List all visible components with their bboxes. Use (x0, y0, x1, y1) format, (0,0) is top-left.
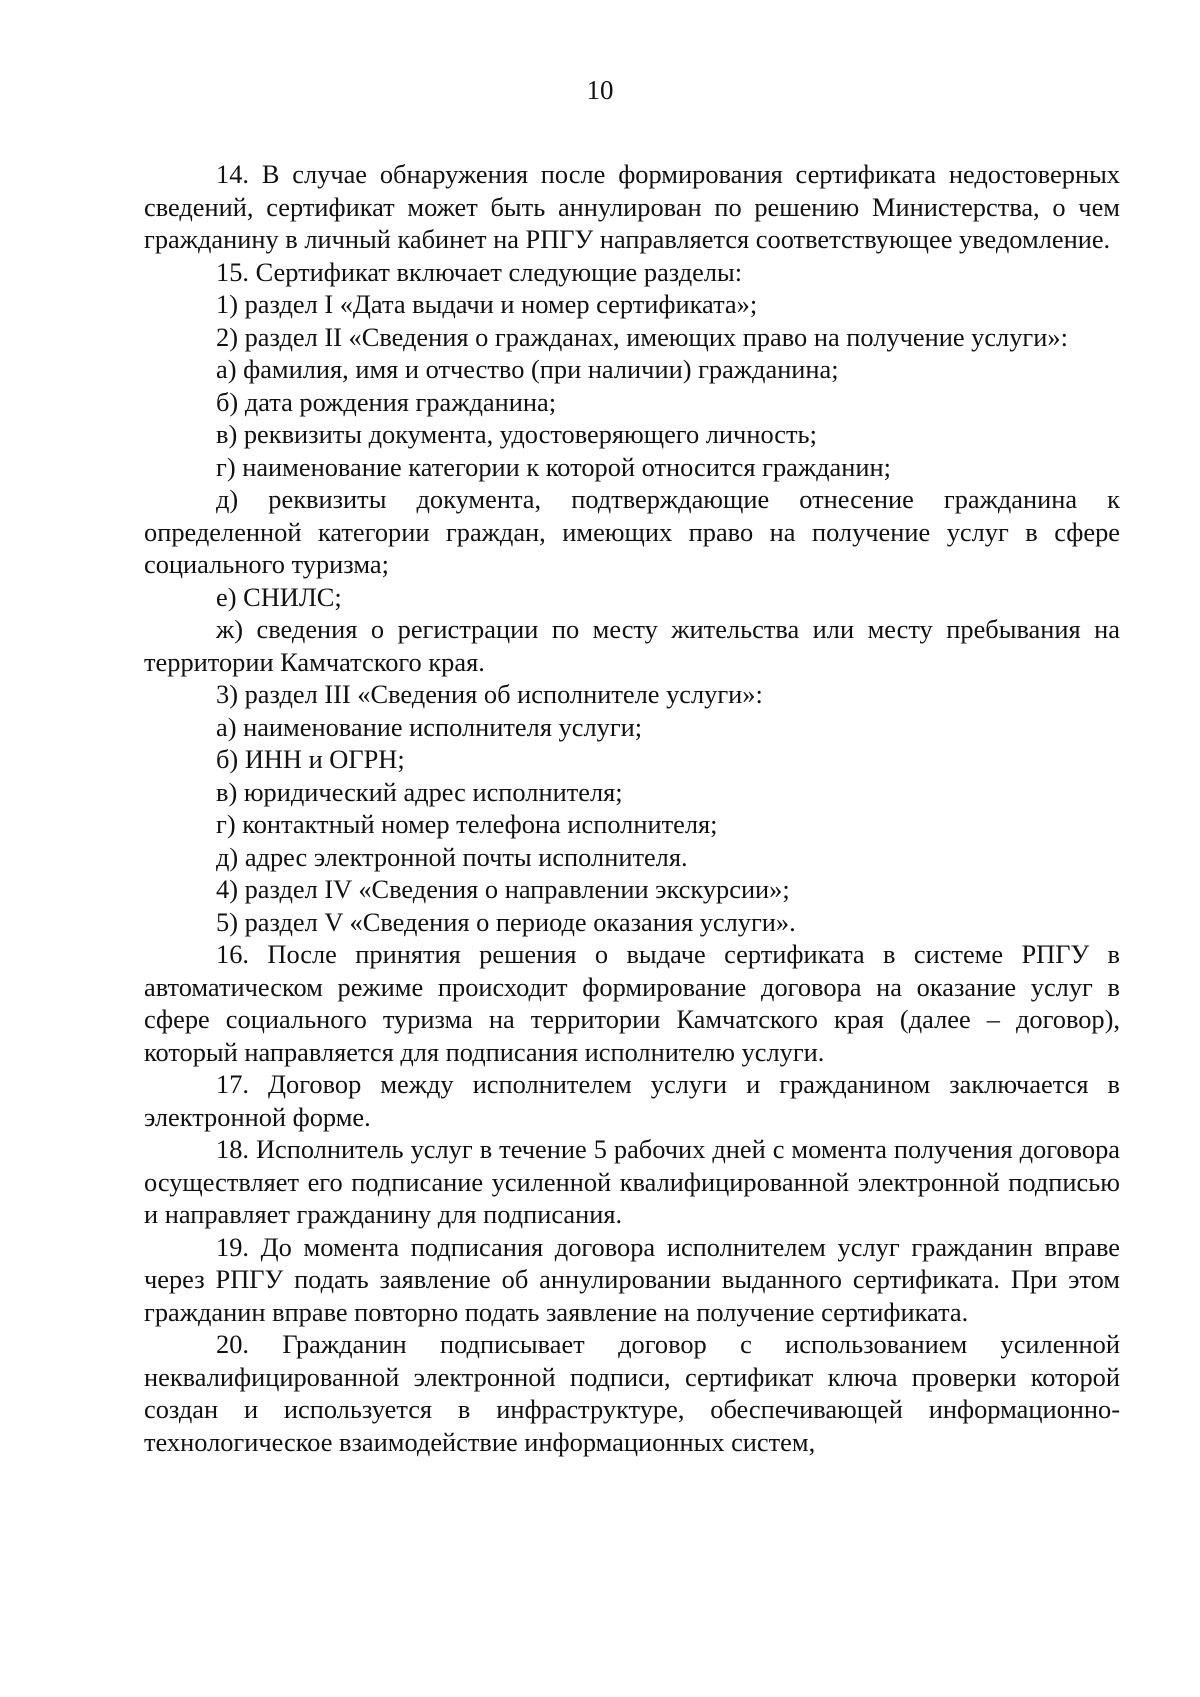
paragraph-16: 16. После принятия решения о выдаче сертификата в системе РПГУ в автоматическом режиме происходит формирование договора на оказание услуг в сфере социального туризма на территории Камчатского края (далее – договор), который направляется для подписания исполнителю услуги. (144, 939, 1120, 1067)
list-item-2e: е) СНИЛС; (216, 581, 342, 612)
list-item-3a: а) наименование исполнителя услуги; (216, 711, 643, 742)
list-item-3d: д) адрес электронной почты исполнителя. (216, 841, 688, 872)
paragraph-20: 20. Гражданин подписывает договор с использованием усиленной неквалифицированной электронной подписи, сертификат ключа проверки которой создан и используется в инфраструктуре, обеспечивающей информационно-технологическое взаимодействие информационных систем, (144, 1329, 1120, 1457)
list-item-section-3: 3) раздел III «Сведения об исполнителе услуги»: (216, 679, 763, 709)
paragraph-15: 15. Сертификат включает следующие разделы: (216, 256, 743, 287)
paragraph-17: 17. Договор между исполнителем услуги и гражданином заключается в электронной форме. (144, 1069, 1120, 1132)
list-item-2a: а) фамилия, имя и отчество (при наличии) гражданина; (216, 354, 839, 384)
page-number: 10 (586, 75, 614, 105)
list-item-2b: б) дата рождения гражданина; (216, 386, 557, 417)
document-body (144, 158, 1120, 1458)
list-item-section-5: 5) раздел V «Сведения о периоде оказания услуги». (216, 906, 796, 937)
list-item-2zh: ж) сведения о регистрации по месту жительства или месту пребывания на территории Камчатского края. (144, 614, 1120, 677)
list-item-section-2: 2) раздел II «Сведения о гражданах, имеющих право на получение услуги»: (216, 321, 1068, 352)
paragraph-14: 14. В случае обнаружения после формирования сертификата недостоверных сведений, сертификат может быть аннулирован по решению Министерства, о чем гражданину в личный кабинет на РПГУ направляется соответствующее уведомление. (144, 159, 1120, 254)
list-item-3g: г) контактный номер телефона исполнителя; (216, 809, 718, 839)
paragraph-19: 19. До момента подписания договора исполнителем услуг гражданин вправе через РПГУ подать заявление об аннулировании выданного сертификата. При этом гражданин вправе повторно подать заявление на получение сертификата. (144, 1231, 1120, 1327)
list-item-section-1: 1) раздел I «Дата выдачи и номер сертификата»; (216, 289, 758, 319)
list-item-2g: г) наименование категории к которой относится гражданин; (216, 451, 891, 482)
paragraph-18: 18. Исполнитель услуг в течение 5 рабочих дней с момента получения договора осуществляет его подписание усиленной квалифицированной электронной подписью и направляет гражданину для подписания. (144, 1134, 1120, 1229)
list-item-3b: б) ИНН и ОГРН; (216, 744, 405, 774)
list-item-3v: в) юридический адрес исполнителя; (216, 776, 623, 807)
list-item-2v: в) реквизиты документа, удостоверяющего личность; (216, 419, 817, 449)
list-item-section-4: 4) раздел IV «Сведения о направлении экскурсии»; (216, 874, 790, 904)
list-item-2d: д) реквизиты документа, подтверждающие отнесение гражданина к определенной категории граждан, имеющих право на получение услуг в сфере социального туризма; (144, 484, 1120, 579)
